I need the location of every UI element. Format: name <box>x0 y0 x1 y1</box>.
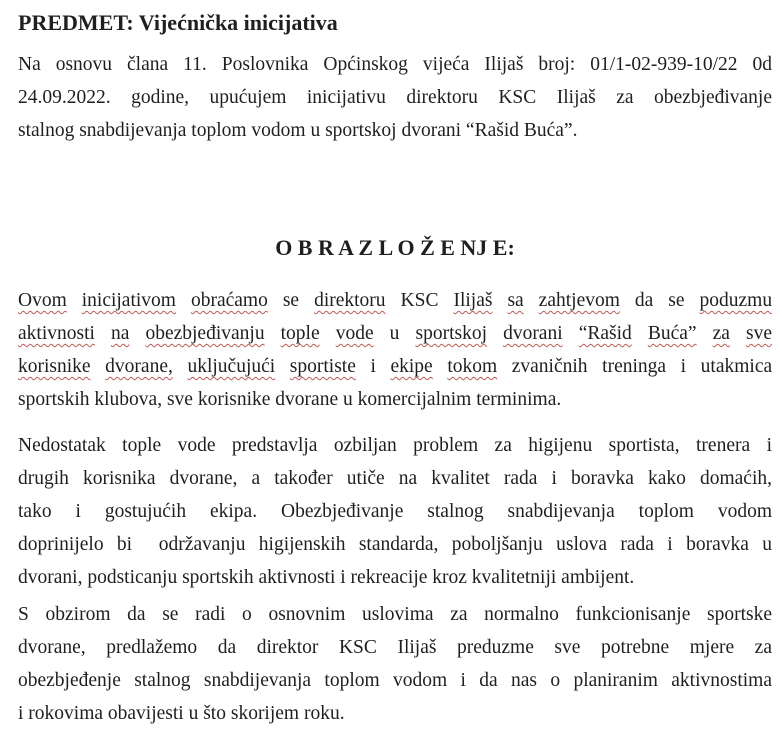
misspelled-word: obraćamo <box>190 290 268 311</box>
problem-paragraph <box>18 429 772 594</box>
misspelled-word: tokom <box>447 356 498 377</box>
word: i <box>680 356 687 377</box>
misspelled-word: uključujući <box>187 356 276 377</box>
misspelled-word: poduzmu <box>699 290 773 311</box>
text-line <box>18 350 772 383</box>
misspelled-word: sve <box>746 323 773 344</box>
misspelled-word: dvorani <box>503 323 563 344</box>
document-subject-title: PREDMET: Vijećnička inicijativa <box>18 10 338 35</box>
misspelled-word: za <box>712 323 730 344</box>
text-line: dvorane, predlažemo da direktor KSC Ilijaš preduzme sve potrebne mjere za <box>18 637 772 658</box>
text-line: dvorani, podsticanju sportskih aktivnosti i rekreacije kroz kvalitetniji ambijent. <box>18 567 635 588</box>
misspelled-word: tople <box>280 323 320 344</box>
text-line: drugih korisnika dvorane, a također utiče na kvalitet rada i boravka kako domaćih, <box>18 468 772 489</box>
word: sportskih <box>18 389 90 410</box>
misspelled-word: sportiste <box>289 356 356 377</box>
word: KSC <box>400 290 439 311</box>
misspelled-word: dvorane, <box>105 356 173 377</box>
word: dvorane <box>275 389 339 410</box>
misspelled-word: Ovom <box>18 290 67 311</box>
misspelled-word: na <box>110 323 130 344</box>
text-line: S obzirom da se radi o osnovnim uslovima za normalno funkcionisanje sportske <box>18 604 772 625</box>
misspelled-word: inicijativom <box>81 290 176 311</box>
misspelled-word: aktivnosti <box>18 323 95 344</box>
misspelled-word: zahtjevom <box>538 290 620 311</box>
word: terminima. <box>476 389 562 410</box>
text-line: doprinijelo bi održavanju higijenskih standarda, poboljšanju uslova rada i boravka u <box>18 534 772 555</box>
text-line: tako i gostujućih ekipa. Obezbjeđivanje stalnog snabdijevanja toplom vodom <box>18 501 772 522</box>
word: i <box>370 356 376 377</box>
word: se <box>282 290 300 311</box>
initiative-paragraph <box>18 284 772 416</box>
word: treninga <box>602 356 667 377</box>
misspelled-word: “Rašid <box>578 323 632 344</box>
text-line <box>18 383 772 416</box>
misspelled-word: Ilijaš <box>453 290 493 311</box>
misspelled-word: obezbjeđivanju <box>145 323 265 344</box>
text-line <box>18 317 772 350</box>
text-line: Na osnovu člana 11. Poslovnika Općinskog vijeća Ilijaš broj: 01/1-02-939-10/22 0d <box>18 54 772 75</box>
word: zvaničnih <box>511 356 588 377</box>
word: klubova, <box>94 389 163 410</box>
misspelled-word: korisnike <box>18 356 91 377</box>
misspelled-word: ekipe <box>390 356 433 377</box>
misspelled-word: sa <box>507 290 524 311</box>
text-line: obezbjeđenje stalnog snabdijevanja toplom vodom i da nas o planiranim aktivnostima <box>18 670 772 691</box>
word: komercijalnim <box>357 389 472 410</box>
word: sve <box>166 389 193 410</box>
intro-paragraph <box>18 48 772 147</box>
section-heading: O B R A Z L O Ž E NJ E: <box>275 235 515 260</box>
text-line: 24.09.2022. godine, upućujem inicijativu direktoru KSC Ilijaš za obezbjeđivanje <box>18 87 772 108</box>
word: u <box>342 389 353 410</box>
text-line: Nedostatak tople vode predstavlja ozbiljan problem za higijenu sportista, trenera i <box>18 435 772 456</box>
misspelled-word: direktoru <box>314 290 386 311</box>
word: korisnike <box>197 389 271 410</box>
misspelled-word: Buća” <box>647 323 697 344</box>
text-line <box>18 284 772 317</box>
misspelled-word: sportskoj <box>415 323 487 344</box>
word: se <box>668 290 685 311</box>
word: da <box>634 290 654 311</box>
word: utakmica <box>700 356 773 377</box>
text-line: i rokovima obavijesti u što skorijem roku. <box>18 703 345 724</box>
word: u <box>389 323 400 344</box>
text-line: stalnog snabdijevanja toplom vodom u sportskoj dvorani “Rašid Buća”. <box>18 120 578 141</box>
misspelled-word: vode <box>335 323 374 344</box>
proposal-paragraph <box>18 598 772 730</box>
